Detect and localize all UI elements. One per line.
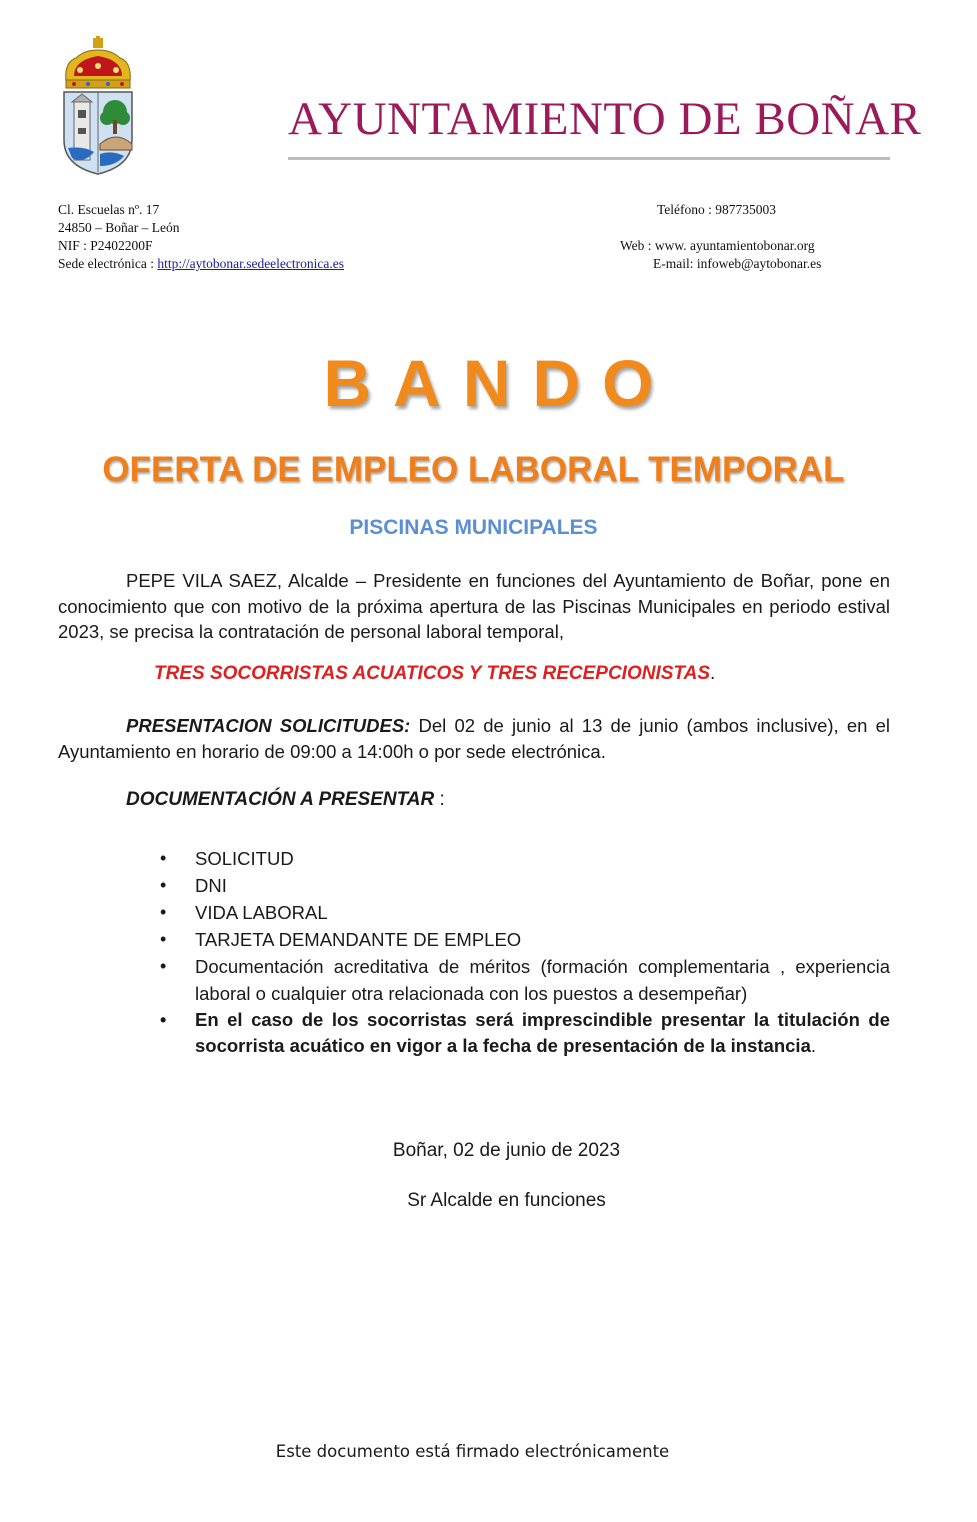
sede-link[interactable]: http://aytobonar.sedeelectronica.es [157,256,345,271]
list-item: • SOLICITUD [160,845,890,872]
signing-date: Boñar, 02 de junio de 2023 [392,1140,621,1161]
street-address: Cl. Escuelas nº. 17 [58,202,160,217]
document-type-heading: BANDO [323,346,676,420]
organization-title: AYUNTAMIENTO DE BOÑAR [288,93,922,145]
list-item: • Documentación acreditativa de méritos (formación complementaria , experiencia laboral o cualquier otra relacionada con los puestos a desempeñar) [160,953,890,1007]
deadline-paragraph [58,713,890,764]
list-item: • TARJETA DEMANDANTE DE EMPLEO [160,926,890,953]
municipal-coat-of-arms-icon [60,36,136,176]
bullet-icon: • [160,929,167,949]
document-subtitle: PISCINAS MUNICIPALES [349,516,598,539]
bullet-icon: • [160,875,167,895]
sede-electronica [58,255,344,273]
list-item: • DNI [160,872,890,899]
documentation-heading: DOCUMENTACIÓN A PRESENTAR : [126,789,445,810]
nif: NIF : P2402200F [58,238,153,253]
email: E-mail: infoweb@aytobonar.es [653,256,822,271]
city-address: 24850 – Boñar – León [58,220,180,235]
bullet-icon: • [160,848,167,868]
positions-text: TRES SOCORRISTAS ACUATICOS Y TRES RECEPCIONISTAS [154,663,710,684]
deadline-rest: Ayuntamiento en horario de 09:00 a 14:00h o por sede electrónica. [58,740,606,762]
deadline-dates: Del 02 de junio al 13 de junio (ambos inclusive), en el [410,715,890,736]
signatory: Sr Alcalde en funciones [407,1190,606,1211]
address-block [58,201,344,273]
title-underline [288,157,890,160]
documentation-list [160,845,890,1059]
bullet-icon: • [160,956,167,976]
deadline-label: PRESENTACION SOLICITUDES: [126,715,411,736]
bullet-icon: • [160,902,167,922]
phone: Teléfono : 987735003 [657,202,777,217]
website: Web : www. ayuntamientobonar.org [620,238,815,253]
documentation-label: DOCUMENTACIÓN A PRESENTAR [126,789,435,810]
sede-label: Sede electrónica : [58,256,158,271]
positions-offered: TRES SOCORRISTAS ACUATICOS Y TRES RECEPCIONISTAS. [154,663,716,684]
list-item: • En el caso de los socorristas será imprescindible presentar la titulación de socorrista acuático en vigor a la fecha de presentación de la instancia. [160,1009,890,1056]
bullet-icon: • [160,1010,167,1030]
electronic-signature-note: Este documento está firmado electrónicamente [275,1442,670,1461]
document-title: OFERTA DE EMPLEO LABORAL TEMPORAL [102,450,845,489]
intro-first-line: PEPE VILA SAEZ, Alcalde – Presidente en funciones del Ayuntamiento de Boñar, pone en [126,570,890,591]
intro-paragraph [58,568,890,645]
intro-rest: conocimiento que con motivo de la próxima apertura de las Piscinas Municipales en periodo estival 2023, se precisa la contratación de personal laboral temporal, [58,595,890,642]
list-item: • VIDA LABORAL [160,899,890,926]
